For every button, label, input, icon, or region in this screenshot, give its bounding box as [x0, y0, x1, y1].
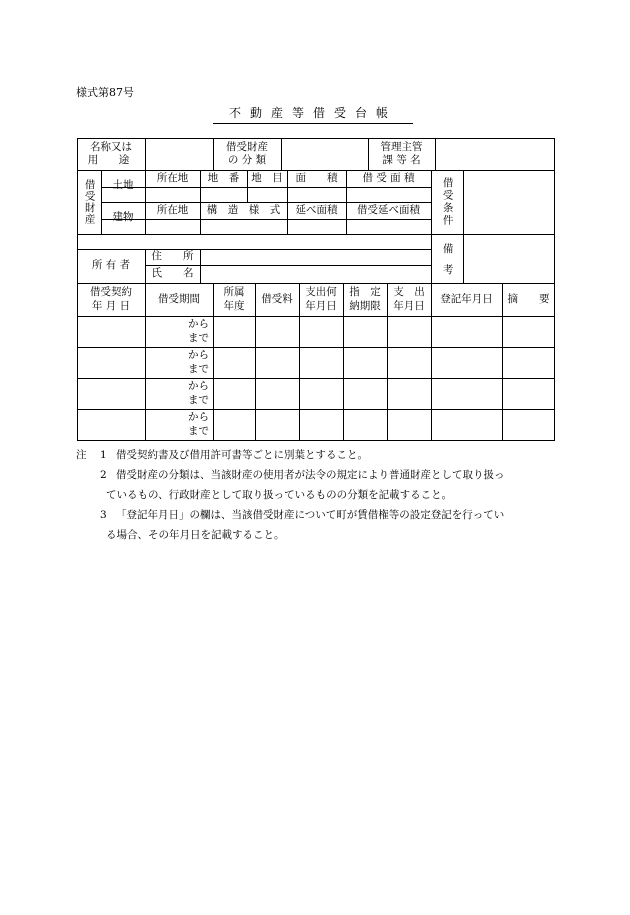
borrowed-property-label: 借受財産: [83, 179, 96, 225]
land-label: 土地: [112, 179, 134, 192]
name-use-label: 名称又は 用 途: [87, 140, 135, 166]
form-number: 様式第87号: [76, 86, 134, 99]
note-item-3: 3 「登記年月日」の欄は、当該借受財産について町が賃借権等の設定登記を行ってい: [100, 509, 505, 521]
fee-label: 借受料: [261, 292, 293, 305]
notes-lead: 注: [76, 449, 87, 461]
managing-dept-label: 管理主管 課 等 名: [380, 140, 423, 166]
building-location-label: 所在地: [156, 203, 189, 216]
fiscal-year-label: 所属 年度: [223, 286, 245, 312]
land-location-label: 所在地: [156, 171, 189, 184]
note-item-2-cont: ているもの、行政財産として取り扱っているものの分類を記載すること。: [106, 489, 453, 501]
area-label: 面 積: [295, 171, 338, 184]
property-class-label: 借受財産 の 分 類: [226, 140, 268, 166]
paid-date-label: 支 出 年月日: [393, 286, 425, 312]
contract-date-label: 借受契約 年 月 日: [90, 286, 132, 312]
floor-area-label: 延べ面積: [295, 203, 338, 216]
lot-number-label: 地 番: [207, 171, 240, 184]
conditions-label: 借受条件: [441, 177, 454, 227]
period-row-3: から まで: [188, 380, 209, 406]
address-label: 住 所: [151, 250, 194, 263]
period-row-4: から まで: [188, 411, 209, 437]
note-item-3-cont: る場合、その年月日を記載すること。: [106, 529, 285, 541]
owner-name-label: 氏 名: [151, 267, 194, 280]
ledger-title: 不動産等借受台帳: [213, 104, 413, 124]
notes: [76, 445, 562, 545]
borrowed-floor-area-label: 借受延べ面積: [357, 203, 420, 216]
period-label: 借受期間: [158, 292, 200, 305]
ledger-table: [77, 138, 555, 441]
building-label: 建物: [112, 211, 134, 224]
summary-label: 摘 要: [507, 292, 550, 305]
remarks-label: 備 考: [441, 242, 454, 275]
payment-date-label: 支出何 年月日: [305, 286, 337, 312]
note-item-2: 2 借受財産の分類は、当該財産の使用者が法令の規定により普通財産として取り扱っ: [100, 469, 505, 481]
registration-date-label: 登記年月日: [440, 292, 493, 305]
deadline-label: 指 定 納期限: [349, 286, 381, 312]
owner-label: 所 有 者: [91, 259, 131, 272]
period-row-2: から まで: [188, 349, 209, 375]
note-item-1: 注 1 借受契約書及び借用許可書等ごとに別葉とすること。: [76, 445, 562, 465]
period-row-1: から まで: [188, 318, 209, 344]
structure-label: 構 造 様 式: [206, 203, 281, 216]
borrowed-area-label: 借 受 面 積: [362, 171, 415, 184]
land-category-label: 地 目: [251, 171, 283, 184]
